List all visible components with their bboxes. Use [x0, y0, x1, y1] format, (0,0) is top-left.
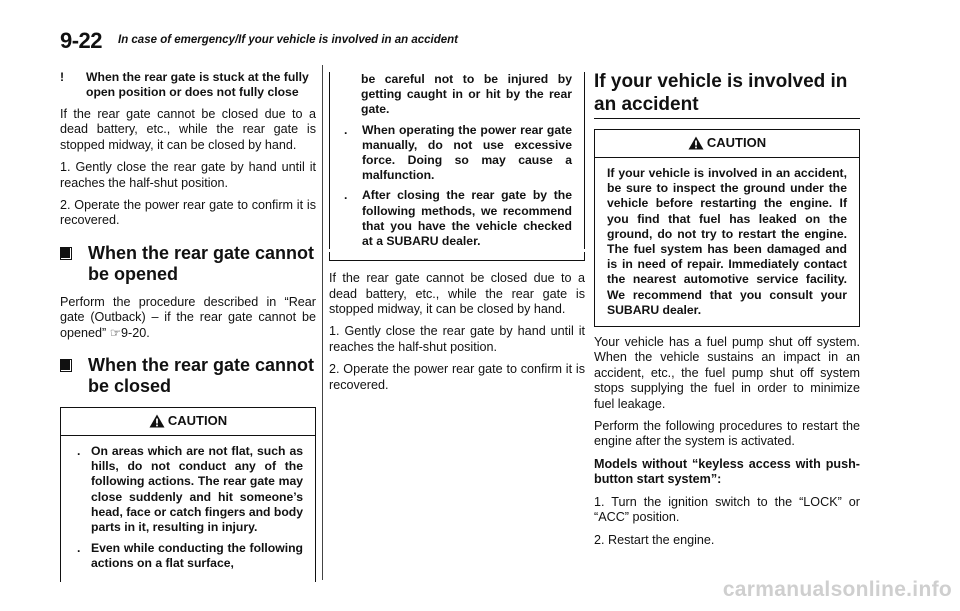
watermark: carmanualsonline.info: [722, 578, 952, 601]
column-2: [329, 72, 585, 400]
caution-continued: [329, 72, 585, 249]
warning-triangle-icon: [688, 136, 704, 150]
caution-bullet: . When operating the power rear gate manually, do not use excessive force. Doing so may cause a malfunction.: [344, 122, 572, 183]
caution-bullet: . After closing the rear gate by the following methods, we recommend that you have the vehicle checked at a SUBARU dealer.: [344, 188, 572, 249]
section-square-icon: [60, 359, 72, 372]
note-text: When the rear gate is stuck at the fully open position or does not fully close: [86, 70, 309, 99]
note-marker: !: [60, 70, 65, 84]
caution-label: CAUTION: [167, 413, 228, 429]
step: 2. Operate the power rear gate to confirm it is recovered.: [329, 362, 585, 392]
models-label: Models without “keyless access with push-button start system”:: [594, 456, 860, 487]
caution-box: [60, 407, 316, 582]
step: 2. Operate the power rear gate to confirm it is recovered.: [60, 198, 316, 228]
paragraph: Your vehicle has a fuel pump shut off system. When the vehicle sustains an impact in an accident, etc., the fuel pump shut off system stops supplying the fuel in order to minimize fuel leakage.: [594, 335, 860, 411]
caution-body: [61, 436, 315, 582]
section-heading: [60, 355, 316, 397]
caution-text: If your vehicle is involved in an accident, be sure to inspect the ground under the vehicle before restarting the engine. If you find that fuel has leaked on the ground, do not try to restart the engine. The fuel system has been damaged and is in need of repair. Immediately contact the nearest automotive service facility. We recommend that you consult your SUBARU dealer.: [607, 166, 847, 317]
caution-header: [595, 130, 859, 158]
caution-label: CAUTION: [706, 135, 767, 150]
step: 1. Gently close the rear gate by hand until it reaches the half-shut position.: [329, 324, 585, 354]
column-divider: [322, 65, 323, 580]
warning-triangle-icon: [149, 414, 165, 428]
caution-bullet-continued: be careful not to be injured by getting caught in or hit by the rear gate.: [361, 72, 572, 117]
paragraph: Perform the following procedures to restart the engine after the system is activated.: [594, 419, 860, 449]
section-heading: [60, 243, 316, 285]
step: 2. Restart the engine.: [594, 532, 715, 547]
paragraph: If the rear gate cannot be closed due to a dead battery, etc., while the rear gate is stopped midway, it can be closed by hand.: [329, 271, 585, 317]
column-1: [60, 70, 316, 590]
paragraph: Perform the procedure described in “Rear gate (Outback) – if the rear gate cannot be opened” ☞9-20.: [60, 294, 316, 340]
section-square-icon: [60, 247, 72, 260]
caution-box: [594, 129, 860, 327]
column-3: [594, 70, 860, 555]
header-title: In case of emergency/If your vehicle is involved in an accident: [118, 34, 459, 46]
section-title: When the rear gate cannot be opened: [88, 242, 315, 284]
paragraph: If the rear gate cannot be closed due to a dead battery, etc., while the rear gate is stopped midway, it can be closed by hand.: [60, 107, 316, 152]
caution-header: [61, 408, 315, 436]
page-header: [60, 28, 900, 52]
caution-bullet: . Even while conducting the following actions on a flat surface,: [77, 541, 303, 571]
caution-box-bottom: [329, 252, 585, 261]
page-number: 9-22: [60, 28, 103, 53]
chapter-heading: If your vehicle is involved in an accident: [594, 70, 860, 119]
step: 1. Turn the ignition switch to the “LOCK” or “ACC” position.: [594, 494, 860, 525]
note-heading: [60, 70, 316, 100]
step: 1. Gently close the rear gate by hand until it reaches the half-shut position.: [60, 160, 316, 190]
section-title: When the rear gate cannot be closed: [88, 355, 315, 397]
caution-bullet: . On areas which are not flat, such as hills, do not conduct any of the following actions. The rear gate may close suddenly and hit someone’s head, face or catch fingers and body parts in it, resulting in injury.: [77, 444, 303, 535]
